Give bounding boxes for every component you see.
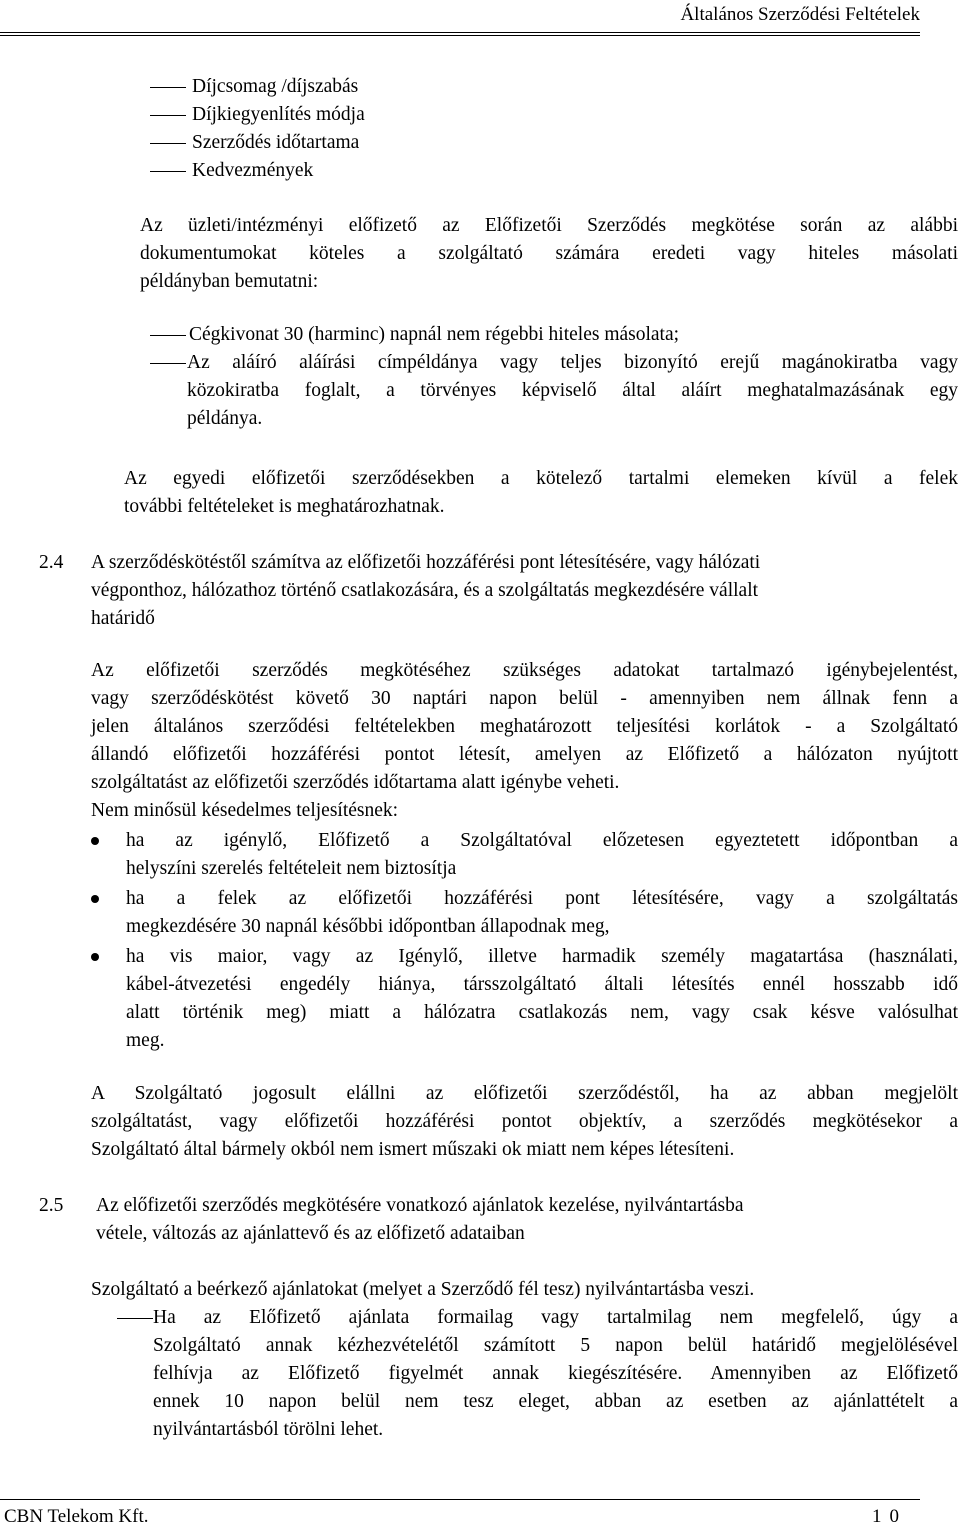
dash-marker xyxy=(117,1318,153,1319)
bullet-list xyxy=(91,827,958,1055)
top-list xyxy=(150,73,365,185)
footer-rule xyxy=(0,1499,920,1500)
list-item: Díjkiegyenlítés módja xyxy=(150,101,365,129)
footer-company: CBN Telekom Kft. xyxy=(4,1506,149,1527)
bullet-marker xyxy=(91,895,99,903)
offers-paragraph: Szolgáltató a beérkező ajánlatokat (melyet a Szerződő fél tesz) nyilvántartásba veszi. xyxy=(91,1279,755,1300)
section-number: 2.5 xyxy=(39,1195,64,1216)
header-rule-double xyxy=(0,35,920,36)
list-item: ha vis maior, vagy az Igénylő, illetve harmadik személy magatartása (használati, kábel-átvezetési engedély hiánya, társszolgáltató általi létesítés ennél hosszabb idő alatt történik meg) miatt a hálózatra csatlakozás nem, vagy csak késve valósulhat meg. xyxy=(91,943,958,1055)
custom-terms-paragraph: Az egyedi előfizetői szerződésekben a kötelező tartalmi elemeken kívül a felek további feltételeket is meghatározhatnak. xyxy=(124,468,958,517)
dash-marker xyxy=(150,363,186,364)
list-item: Cégkivonat 30 (harminc) napnál nem régebbi hiteles másolata; xyxy=(150,321,958,349)
list-item: ha az igénylő, Előfizető a Szolgáltatóval előzetesen egyeztetett időpontban a helyszíni szerelés feltételeit nem biztosítja xyxy=(91,827,958,883)
section-title: A szerződéskötéstől számítva az előfizetői hozzáférési pont létesítésére, vagy hálózati végponthoz, hálózathoz történő csatlakozására, és a szolgáltatás megkezdésére vállalt határidő xyxy=(91,552,761,629)
intro-paragraph: Az üzleti/intézményi előfizető az Előfizetői Szerződés megkötése során az alábbi dokumentumokat köteles a szolgáltató számára eredeti vagy hiteles másolati példányban bemutatni: xyxy=(140,215,958,292)
list-item: Az aláíró aláírási címpéldánya vagy teljes bizonyító erejű magánokiratba vagy közokiratba foglalt, a törvényes képviselő által aláírt meghatalmazásának egy példánya. xyxy=(150,349,958,433)
header-rule xyxy=(0,32,920,33)
list-item: Szerződés időtartama xyxy=(150,129,365,157)
list-item: Kedvezmények xyxy=(150,157,365,185)
dash-marker xyxy=(150,143,186,144)
dash-marker xyxy=(150,171,186,172)
bullet-marker xyxy=(91,837,99,845)
offer-dash-item: Ha az Előfizető ajánlata formailag vagy tartalmilag nem megfelelő, úgy a Szolgáltató annak kézhezvételétől számított 5 napon belül határidő megjelölésével felhívja az Előfizető figyelmét annak kiegészítésére. Amennyiben az Előfizető ennek 10 napon belül nem tesz eleget, abban az esetben az ajánlattételt a nyilvántartásból törölni lehet. xyxy=(117,1304,958,1444)
section-title: Az előfizetői szerződés megkötésére vonatkozó ajánlatok kezelése, nyilvántartásba vétele, változás az ajánlattevő és az előfizető adataiban xyxy=(96,1195,744,1244)
list-item: ha a felek az előfizetői hozzáférési pont létesítésére, vagy a szolgáltatás megkezdésére 30 napnál későbbi időpontban állapodnak meg, xyxy=(91,885,958,941)
section-number: 2.4 xyxy=(39,552,64,573)
dash-marker xyxy=(150,87,186,88)
withdrawal-paragraph: A Szolgáltató jogosult elállni az előfizetői szerződéstől, ha az abban megjelölt szolgáltatást, vagy előfizetői hozzáférési pontot objektív, a szerződés megkötésekor a Szolgáltató által bármely okból nem ismert műszaki ok miatt nem képes létesíteni. xyxy=(91,1083,958,1160)
list-item: Díjcsomag /díjszabás xyxy=(150,73,365,101)
bullet-marker xyxy=(91,953,99,961)
connection-deadline-paragraph: Az előfizetői szerződés megkötéséhez szükséges adatokat tartalmazó igénybejelentést, vagy szerződéskötést követő 30 naptári napon belül - amennyiben nem állnak fenn a jelen általános szerződési feltételekben meghatározott teljesítési korlátok - a Szolgáltató állandó előfizetői hozzáférési pontot létesít, amelyen az Előfizető a hálózaton nyújtott szolgáltatást az előfizetői szerződés időtartama alatt igénybe veheti. Nem minősül késedelmes teljesítésnek: xyxy=(91,657,958,825)
page-header-title: Általános Szerződési Feltételek xyxy=(680,4,920,25)
dash-marker xyxy=(150,115,186,116)
not-late-label: Nem minősül késedelmes teljesítésnek: xyxy=(91,800,399,821)
page-number: 10 xyxy=(872,1506,907,1527)
document-list xyxy=(150,321,958,433)
dash-marker xyxy=(150,335,186,336)
